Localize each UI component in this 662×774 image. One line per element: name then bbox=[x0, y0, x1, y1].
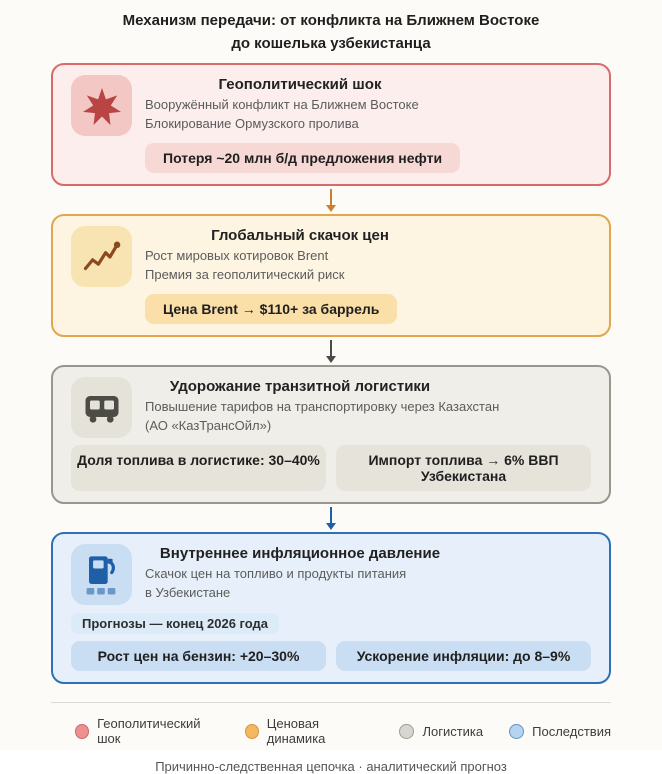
page-title-line1: Механизм передачи: от конфликта на Ближнем Востоке bbox=[122, 12, 540, 29]
stage-body bbox=[145, 226, 591, 285]
stage-description-line: в Узбекистане bbox=[145, 584, 231, 600]
arrow-line bbox=[330, 340, 332, 356]
stage-badges bbox=[145, 294, 591, 324]
arrow-head bbox=[326, 356, 336, 363]
stat-badge: Импорт топлива → 6% ВВП Узбекистана bbox=[336, 445, 591, 491]
explosion-icon bbox=[71, 75, 132, 136]
stage-header bbox=[71, 226, 591, 287]
stage-description-line: Рост мировых котировок Brent bbox=[145, 248, 329, 263]
stage-title: Удорожание транзитной логистики bbox=[169, 378, 431, 395]
legend-dot-blue bbox=[509, 724, 524, 739]
stage-header bbox=[71, 544, 591, 605]
legend-dot-red bbox=[75, 724, 89, 739]
forecast-note-row bbox=[71, 605, 591, 634]
stage-badges bbox=[71, 641, 591, 671]
arrow-head bbox=[326, 523, 336, 530]
legend-label: Последствия bbox=[532, 723, 611, 739]
legend-label: Логистика bbox=[422, 723, 484, 739]
stage-header bbox=[71, 377, 591, 438]
arrow-line bbox=[330, 189, 332, 205]
stage-card-price-spike bbox=[51, 214, 611, 337]
stage-badges bbox=[71, 445, 591, 491]
footer-caption: Причинно-следственная цепочка · аналитический прогноз bbox=[155, 759, 507, 774]
truck-icon bbox=[71, 377, 132, 438]
stat-badge: Рост цен на бензин: +20–30% bbox=[71, 641, 326, 671]
legend-item-logistics bbox=[399, 724, 483, 739]
legend-item-consequences bbox=[509, 724, 611, 739]
stage-header bbox=[71, 75, 591, 136]
stage-description-line: Премия за геополитический риск bbox=[145, 266, 345, 282]
stat-badge: Цена Brent → $110+ за баррель bbox=[145, 294, 397, 324]
stage-description bbox=[145, 96, 591, 134]
legend-dot-orange bbox=[245, 724, 259, 739]
stat-badge: Доля топлива в логистике: 30–40% bbox=[71, 445, 326, 491]
legend-label: Ценовая динамика bbox=[266, 716, 326, 746]
stage-description bbox=[145, 247, 591, 285]
flow-arrow-down bbox=[51, 186, 611, 214]
stage-card-inflation bbox=[51, 532, 611, 684]
legend-item-geopolitical-shock bbox=[75, 716, 219, 746]
stage-description bbox=[145, 565, 591, 603]
stage-card-logistics bbox=[51, 365, 611, 504]
stage-body bbox=[145, 544, 591, 603]
rising-chart-icon bbox=[71, 226, 132, 287]
forecast-note: Прогнозы — конец 2026 года bbox=[71, 613, 279, 634]
legend-label: Геополитический шок bbox=[97, 716, 201, 746]
stage-badges bbox=[145, 143, 591, 173]
stage-title: Глобальный скачок цен bbox=[211, 227, 389, 244]
arrow-head bbox=[326, 205, 336, 212]
flow-diagram bbox=[51, 63, 611, 684]
legend-item-price-dynamics bbox=[245, 716, 374, 746]
stage-body bbox=[145, 377, 591, 436]
stage-description-line: Блокирование Ормузского пролива bbox=[145, 115, 359, 131]
page-title bbox=[0, 10, 662, 55]
stage-body bbox=[145, 75, 591, 134]
stage-description-line: Вооружённый конфликт на Ближнем Востоке bbox=[145, 97, 419, 112]
stage-description-line: Скачок цен на топливо и продукты питания bbox=[145, 566, 407, 581]
stage-description bbox=[145, 398, 591, 436]
legend-dot-gray bbox=[399, 724, 414, 739]
flow-arrow-down bbox=[51, 504, 611, 532]
stage-description-line: Повышение тарифов на транспортировку через Казахстан bbox=[145, 399, 500, 414]
arrow-line bbox=[330, 507, 332, 523]
stat-badge: Потеря ~20 млн б/д предложения нефти bbox=[145, 143, 460, 173]
stage-title: Геополитический шок bbox=[218, 76, 382, 93]
stage-card-geopolitical-shock bbox=[51, 63, 611, 186]
fuel-pump-icon bbox=[71, 544, 132, 605]
page-title-line2: до кошелька узбекистанца bbox=[231, 34, 431, 52]
flow-arrow-down bbox=[51, 337, 611, 365]
legend bbox=[51, 716, 611, 746]
stat-badge: Ускорение инфляции: до 8–9% bbox=[336, 641, 591, 671]
stage-description-line: (АО «КазТрансОйл») bbox=[145, 417, 272, 433]
stage-title: Внутреннее инфляционное давление bbox=[159, 545, 441, 562]
legend-divider bbox=[51, 702, 611, 703]
